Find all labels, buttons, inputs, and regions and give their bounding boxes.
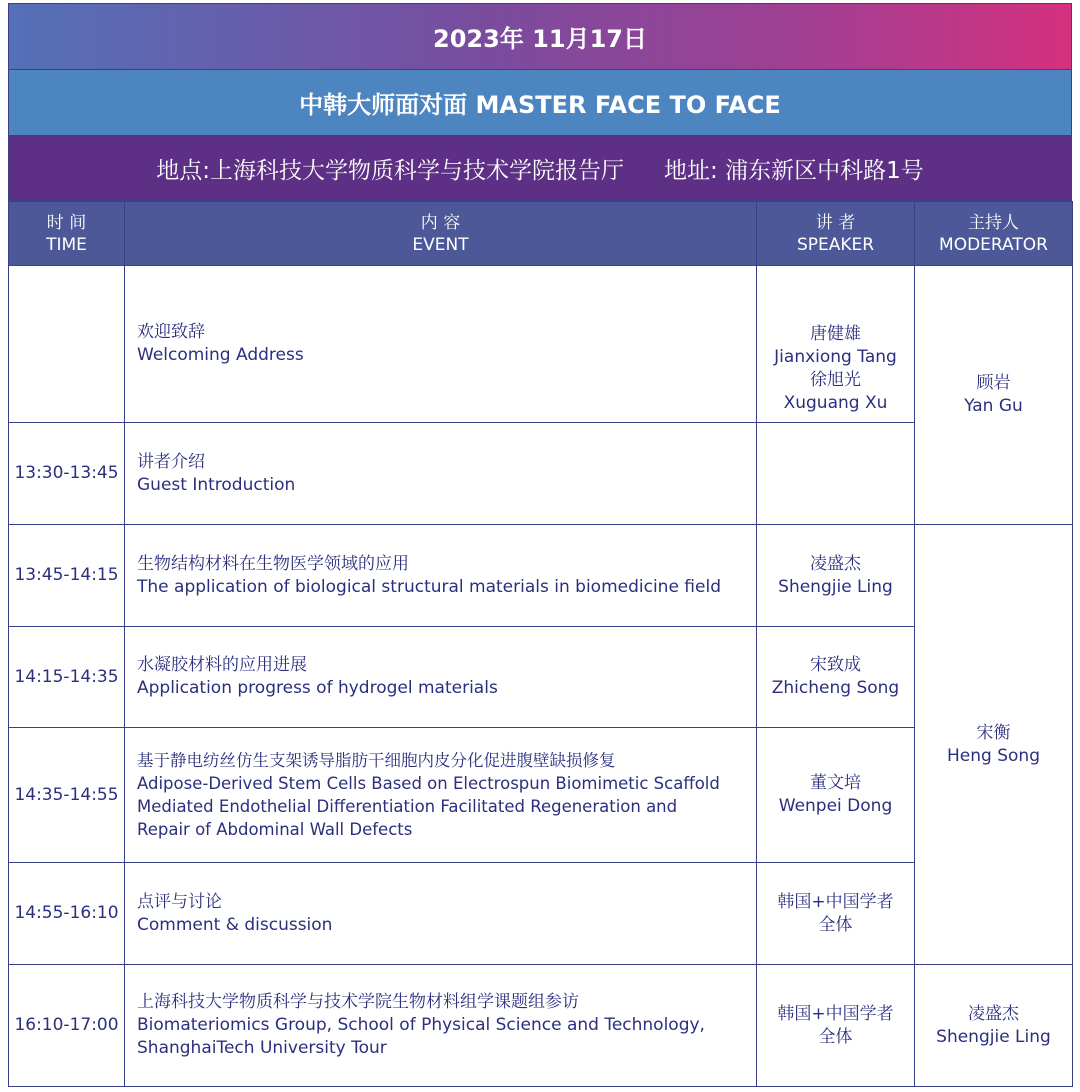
event-title-zh: 讲者介绍 <box>137 451 205 472</box>
event-title-en: Welcoming Address <box>137 345 304 365</box>
time-cell: 13:45-14:15 <box>9 525 125 627</box>
event-title-en: Adipose-Derived Stem Cells Based on Electrospun Biomimetic Scaffold <box>137 774 720 793</box>
title-banner <box>8 70 1072 136</box>
table-row <box>9 863 1073 965</box>
moderator-cell: 顾岩 Yan Gu <box>915 266 1073 525</box>
event-title-en: Biomateriomics Group, School of Physical Science and Technology, <box>137 1015 705 1035</box>
event-cell <box>125 965 757 1087</box>
speaker-cell: 凌盛杰 Shengjie Ling <box>757 525 915 627</box>
speaker-cell <box>757 423 915 525</box>
event-title-en: Mediated Endothelial Differentiation Facilitated Regeneration and <box>137 797 678 816</box>
event-cell <box>125 728 757 863</box>
table-row <box>9 627 1073 728</box>
moderator-cell: 凌盛杰 Shengjie Ling <box>915 965 1073 1087</box>
speaker-cell: 宋致成 Zhicheng Song <box>757 627 915 728</box>
column-header-speaker: 讲 者 SPEAKER <box>757 202 915 266</box>
time-cell: 13:30-13:45 <box>9 423 125 525</box>
event-title-zh: 基于静电纺丝仿生支架诱导脂肪干细胞内皮分化促进腹壁缺损修复 <box>137 751 616 770</box>
moderator-cell: 宋衡 Heng Song <box>915 525 1073 965</box>
date-text: 2023年 11月17日 <box>433 25 647 53</box>
event-cell <box>125 627 757 728</box>
event-title-en: ShanghaiTech University Tour <box>137 1038 387 1058</box>
table-row <box>9 525 1073 627</box>
table-row <box>9 728 1073 863</box>
table-row <box>9 266 1073 423</box>
event-cell <box>125 423 757 525</box>
speaker-cell: 董文培 Wenpei Dong <box>757 728 915 863</box>
venue-banner <box>8 136 1072 201</box>
event-cell <box>125 525 757 627</box>
event-title-zh: 上海科技大学物质科学与技术学院生物材料组学课题组参访 <box>137 992 579 1012</box>
event-title-en: Guest Introduction <box>137 474 296 495</box>
event-title-zh: 水凝胶材料的应用进展 <box>137 655 307 675</box>
event-title-en: The application of biological structural materials in biomedicine field <box>137 576 721 597</box>
speaker-cell: 韩国+中国学者 全体 <box>757 965 915 1087</box>
column-header-event: 内 容 EVENT <box>125 202 757 266</box>
speaker-cell: 韩国+中国学者 全体 <box>757 863 915 965</box>
speaker-cell: 唐健雄 Jianxiong Tang 徐旭光 Xuguang Xu <box>757 266 915 423</box>
date-banner <box>8 3 1072 70</box>
event-cell <box>125 863 757 965</box>
event-title-en: Repair of Abdominal Wall Defects <box>137 820 413 839</box>
event-title-zh: 欢迎致辞 <box>137 322 205 342</box>
time-cell: 16:10-17:00 <box>9 965 125 1087</box>
table-row <box>9 965 1073 1087</box>
time-cell: 14:55-16:10 <box>9 863 125 965</box>
column-header-time: 时 间 TIME <box>9 202 125 266</box>
time-cell <box>9 266 125 423</box>
address-text: 地址: 浦东新区中科路1号 <box>664 157 924 184</box>
event-title-zh: 生物结构材料在生物医学领域的应用 <box>137 553 409 574</box>
event-cell <box>125 266 757 423</box>
venue-text: 地点:上海科技大学物质科学与技术学院报告厅 <box>156 157 625 184</box>
table-header-row <box>9 202 1073 266</box>
event-title-en: Comment & discussion <box>137 914 333 935</box>
column-header-moderator: 主持人 MODERATOR <box>915 202 1073 266</box>
event-title: 中韩大师面对面 MASTER FACE TO FACE <box>299 91 781 119</box>
agenda-document <box>8 3 1072 1087</box>
time-cell: 14:35-14:55 <box>9 728 125 863</box>
time-cell: 14:15-14:35 <box>9 627 125 728</box>
agenda-table <box>8 201 1073 1087</box>
event-title-en: Application progress of hydrogel materials <box>137 678 498 698</box>
event-title-zh: 点评与讨论 <box>137 891 222 912</box>
table-row <box>9 423 1073 525</box>
